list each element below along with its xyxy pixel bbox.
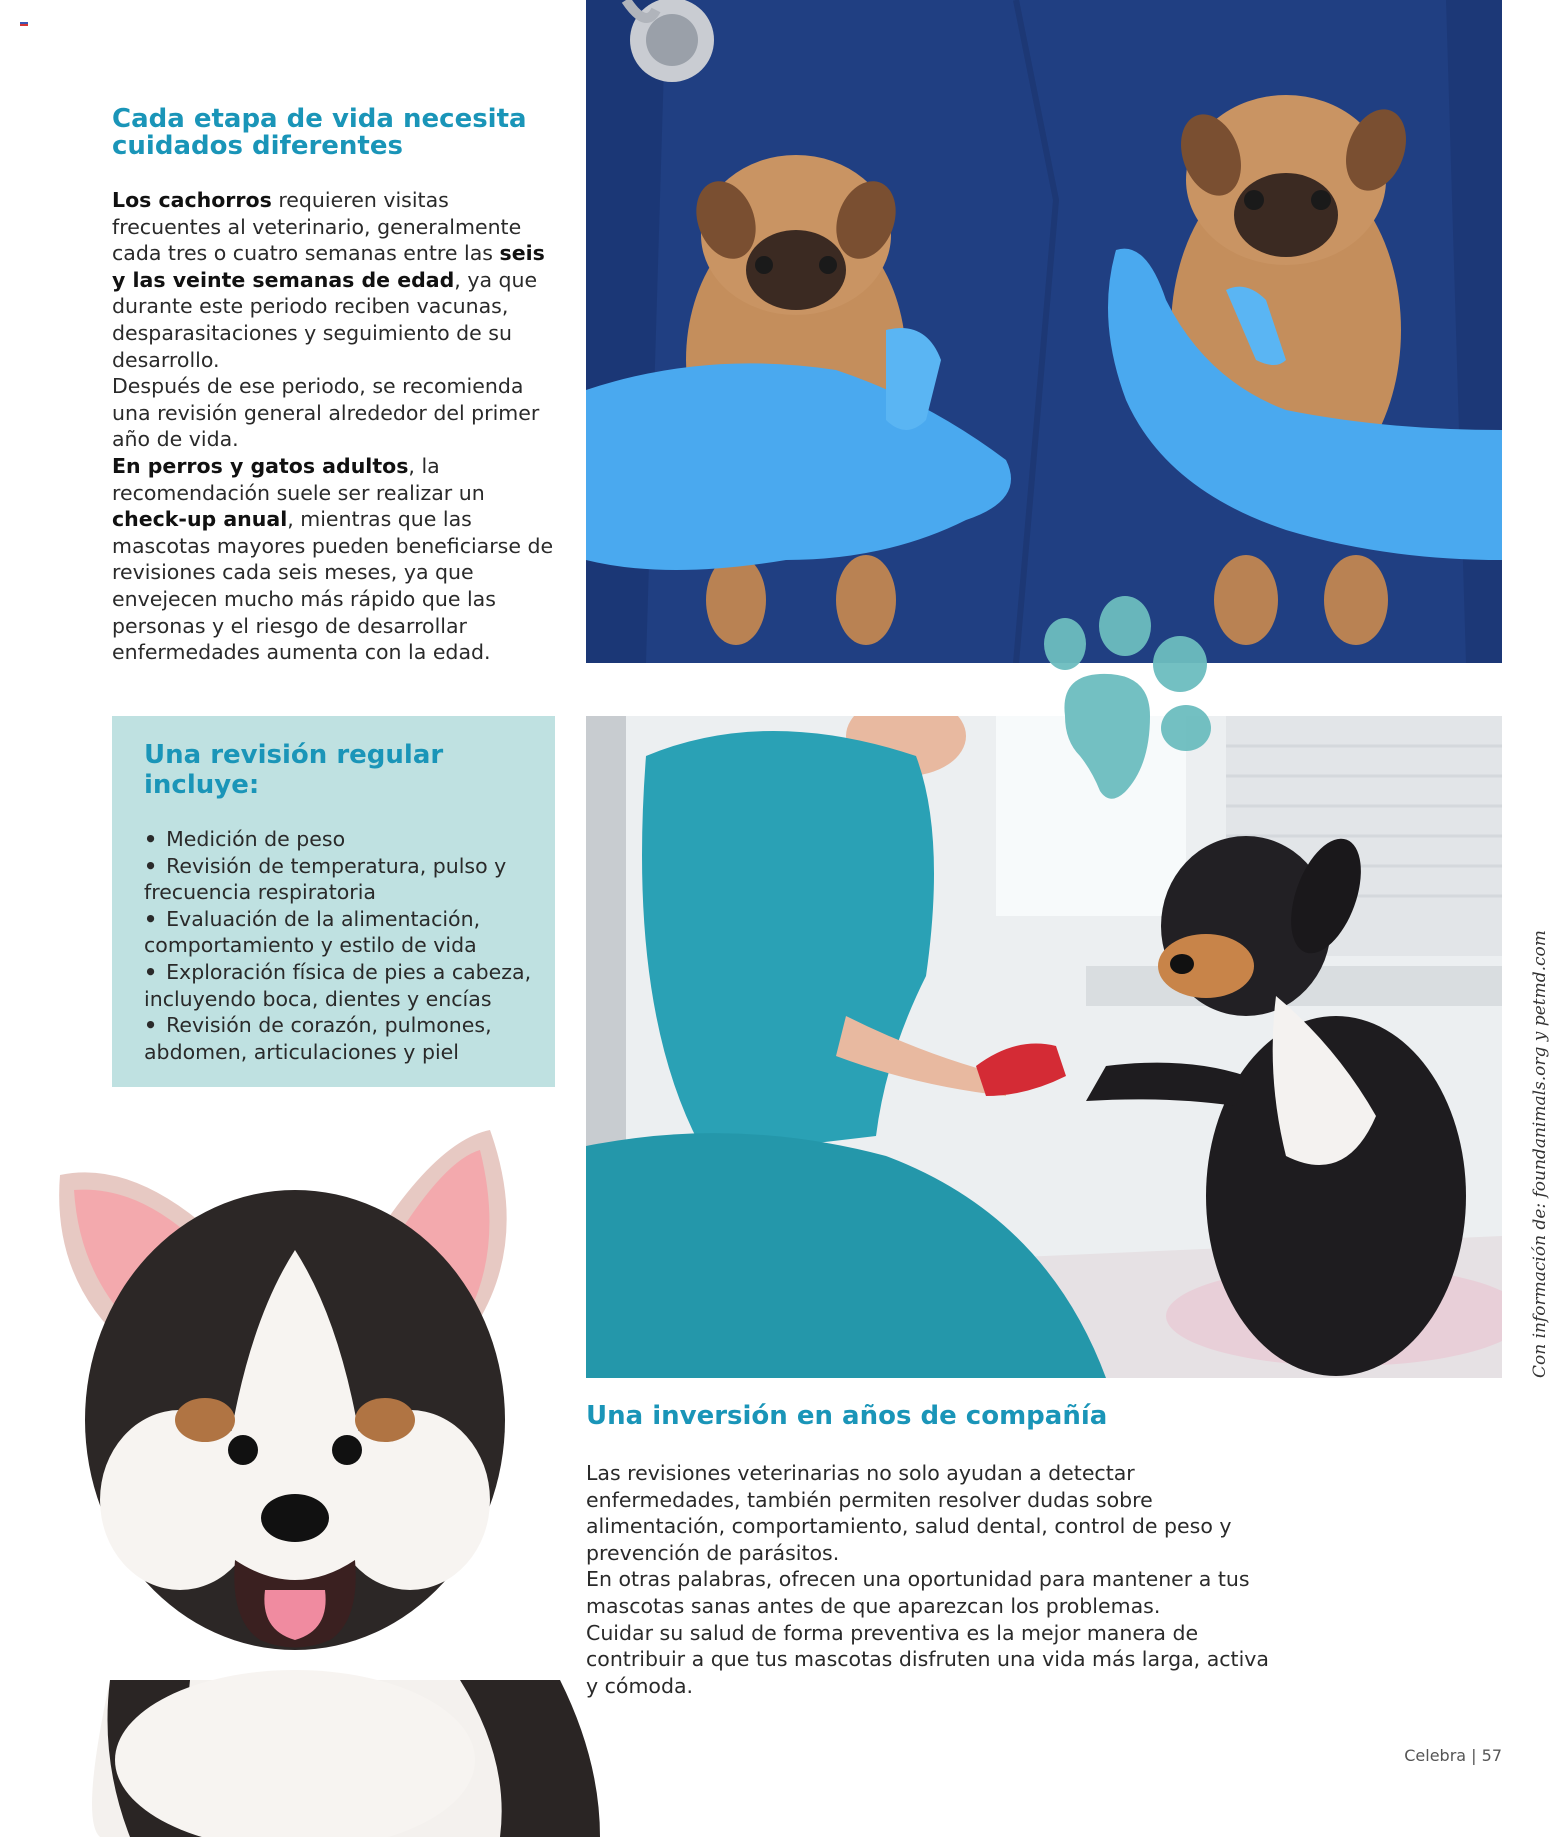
checklist-item: • Exploración física de pies a cabeza, incluyendo boca, dientes y encías: [144, 959, 535, 1012]
paw-print-icon: [1020, 596, 1240, 806]
checklist-item: • Evaluación de la alimentación, comportamiento y estilo de vida: [144, 906, 535, 959]
checklist-list: [144, 826, 535, 1065]
adults-paragraph: [112, 453, 562, 666]
text-adults-b: , mientras que las mascotas mayores pueden beneficiarse de revisiones cada seis meses, ya que envejecen mucho más rápido que las personas y el riesgo de desarrollar enfermedades aumenta con la edad.: [112, 507, 554, 665]
puppies-illustration: [586, 0, 1502, 663]
title-line-2: cuidados diferentes: [112, 131, 403, 161]
puppies-paragraph: [112, 187, 562, 373]
checklist-item: • Revisión de corazón, pulmones, abdomen, articulaciones y piel: [144, 1012, 535, 1065]
section-title-investment: Una inversión en años de compañía: [586, 1401, 1108, 1431]
vet-dog-illustration: [586, 716, 1502, 1378]
bold-checkup: check-up anual: [112, 507, 288, 532]
checklist-box: [112, 716, 555, 1087]
corgi-illustration: [40, 1120, 660, 1837]
corner-mark: [20, 22, 28, 28]
investment-paragraph-3: Cuidar su salud de forma preventiva es la mejor manera de contribuir a que tus mascotas disfruten una vida más larga, activa y cómoda.: [586, 1620, 1269, 1698]
photo-corgi-puppy: [40, 1120, 660, 1837]
checklist-item: • Medición de peso: [144, 826, 535, 853]
text-adults-a: , la recomendación suele ser realizar un: [112, 453, 485, 505]
bold-puppies: Los cachorros: [112, 188, 272, 212]
text-puppies-b: , ya que durante este periodo reciben vacunas, desparasitaciones y seguimiento de su desarrollo.: [112, 267, 538, 372]
text-puppies-a: requieren visitas frecuentes al veterinario, generalmente cada tres o cuatro semanas entre las: [112, 188, 522, 266]
title-line-1: Cada etapa de vida necesita: [112, 104, 527, 134]
magazine-name: Celebra: [1404, 1746, 1467, 1765]
section-title-life-stages: [112, 106, 572, 160]
life-stages-body: [112, 187, 562, 666]
bold-weeks: seis y las veinte semanas de edad: [112, 241, 545, 292]
first-year-paragraph: Después de ese periodo, se recomienda una revisión general alrededor del primer año de vida.: [112, 374, 540, 452]
investment-body: [586, 1460, 1286, 1699]
page-footer: [1404, 1746, 1502, 1765]
investment-paragraph-2: En otras palabras, ofrecen una oportunidad para mantener a tus mascotas sanas antes de que aparezcan los problemas.: [586, 1567, 1250, 1618]
checklist-title: Una revisión regular incluye:: [144, 740, 444, 800]
investment-paragraph-1: Las revisiones veterinarias no solo ayudan a detectar enfermedades, también permiten resolver dudas sobre alimentación, comportamiento, salud dental, control de peso y prevención de parásitos.: [586, 1461, 1232, 1565]
footer-separator: |: [1466, 1746, 1482, 1765]
source-credit: Con información de: foundanimals.org y petmd.com: [1530, 930, 1550, 1378]
photo-vet-bandaging-dog: [586, 716, 1502, 1378]
photo-vet-holding-puppies: [586, 0, 1502, 663]
bold-adults: En perros y gatos adultos: [112, 453, 409, 478]
page-number: 57: [1481, 1746, 1502, 1765]
checklist-item: • Revisión de temperatura, pulso y frecuencia respiratoria: [144, 853, 535, 906]
